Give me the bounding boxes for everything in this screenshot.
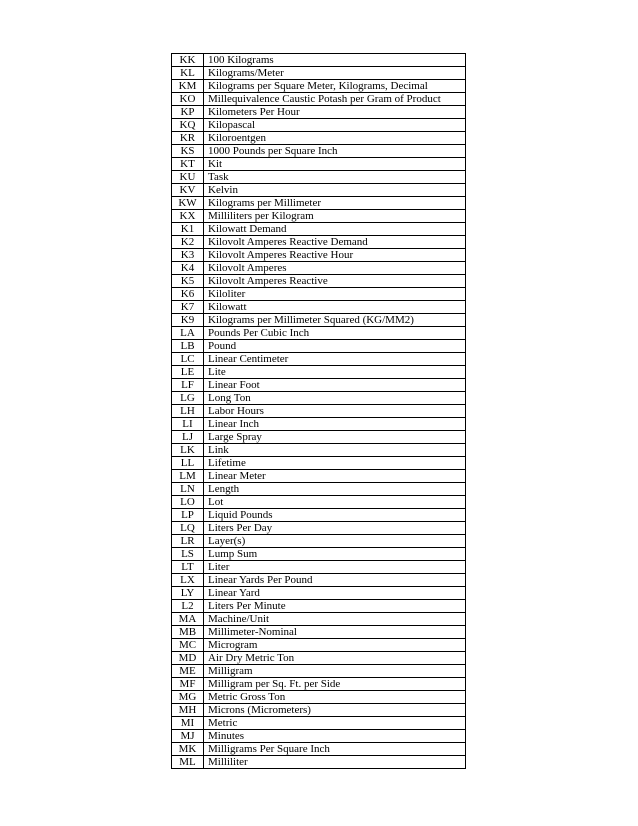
unit-description-cell: Lump Sum	[204, 548, 466, 561]
table-row	[172, 483, 466, 496]
unit-description-cell: Linear Centimeter	[204, 353, 466, 366]
unit-description-cell: Lifetime	[204, 457, 466, 470]
unit-code-cell: MG	[172, 691, 204, 704]
unit-description-cell: Lot	[204, 496, 466, 509]
unit-description-cell: Milligram	[204, 665, 466, 678]
table-row	[172, 145, 466, 158]
unit-description-cell: Liters Per Day	[204, 522, 466, 535]
unit-description-cell: Kelvin	[204, 184, 466, 197]
table-row	[172, 522, 466, 535]
table-row	[172, 340, 466, 353]
unit-code-cell: KK	[172, 54, 204, 67]
unit-description-cell: Kilopascal	[204, 119, 466, 132]
unit-code-cell: KL	[172, 67, 204, 80]
unit-code-cell: L2	[172, 600, 204, 613]
table-row	[172, 353, 466, 366]
unit-code-cell: KS	[172, 145, 204, 158]
table-row	[172, 665, 466, 678]
table-row	[172, 210, 466, 223]
unit-code-cell: KR	[172, 132, 204, 145]
table-row	[172, 691, 466, 704]
unit-description-cell: Kilograms per Millimeter Squared (KG/MM2)	[204, 314, 466, 327]
unit-code-cell: K9	[172, 314, 204, 327]
unit-code-cell: KO	[172, 93, 204, 106]
unit-code-cell: KT	[172, 158, 204, 171]
unit-description-cell: Length	[204, 483, 466, 496]
unit-code-cell: ML	[172, 756, 204, 769]
table-row	[172, 470, 466, 483]
table-row	[172, 379, 466, 392]
table-row	[172, 418, 466, 431]
unit-description-cell: Liquid Pounds	[204, 509, 466, 522]
unit-description-cell: Kilovolt Amperes Reactive Hour	[204, 249, 466, 262]
unit-description-cell: Microgram	[204, 639, 466, 652]
table-row	[172, 574, 466, 587]
table-row	[172, 262, 466, 275]
unit-description-cell: Labor Hours	[204, 405, 466, 418]
unit-description-cell: Linear Yards Per Pound	[204, 574, 466, 587]
unit-code-cell: MA	[172, 613, 204, 626]
table-row	[172, 184, 466, 197]
unit-code-cell: K7	[172, 301, 204, 314]
unit-description-cell: Minutes	[204, 730, 466, 743]
table-row	[172, 457, 466, 470]
unit-description-cell: Milligram per Sq. Ft. per Side	[204, 678, 466, 691]
unit-code-cell: KV	[172, 184, 204, 197]
unit-code-cell: LT	[172, 561, 204, 574]
unit-code-cell: KQ	[172, 119, 204, 132]
table-row	[172, 171, 466, 184]
unit-code-cell: K5	[172, 275, 204, 288]
unit-description-cell: Millequivalence Caustic Potash per Gram of Product	[204, 93, 466, 106]
unit-code-cell: LS	[172, 548, 204, 561]
unit-code-cell: MC	[172, 639, 204, 652]
table-row	[172, 301, 466, 314]
unit-description-cell: Task	[204, 171, 466, 184]
table-row	[172, 249, 466, 262]
unit-code-cell: LM	[172, 470, 204, 483]
table-row	[172, 587, 466, 600]
unit-description-cell: Link	[204, 444, 466, 457]
unit-description-cell: Linear Inch	[204, 418, 466, 431]
unit-description-cell: Microns (Micrometers)	[204, 704, 466, 717]
table-row	[172, 314, 466, 327]
unit-code-cell: LJ	[172, 431, 204, 444]
unit-code-cell: LQ	[172, 522, 204, 535]
unit-code-cell: MH	[172, 704, 204, 717]
unit-description-cell: Liters Per Minute	[204, 600, 466, 613]
unit-code-cell: LF	[172, 379, 204, 392]
unit-code-cell: LK	[172, 444, 204, 457]
unit-code-cell: K6	[172, 288, 204, 301]
unit-description-cell: Kilovolt Amperes Reactive	[204, 275, 466, 288]
table-row	[172, 548, 466, 561]
unit-description-cell: Pounds Per Cubic Inch	[204, 327, 466, 340]
unit-code-cell: K1	[172, 223, 204, 236]
unit-code-cell: LY	[172, 587, 204, 600]
unit-code-cell: LA	[172, 327, 204, 340]
unit-code-cell: LP	[172, 509, 204, 522]
table-row	[172, 119, 466, 132]
table-row	[172, 80, 466, 93]
table-row	[172, 158, 466, 171]
unit-description-cell: Kilograms/Meter	[204, 67, 466, 80]
unit-description-cell: Large Spray	[204, 431, 466, 444]
table-row	[172, 756, 466, 769]
table-row	[172, 288, 466, 301]
table-row	[172, 93, 466, 106]
table-row	[172, 509, 466, 522]
unit-description-cell: Layer(s)	[204, 535, 466, 548]
unit-code-cell: LI	[172, 418, 204, 431]
unit-description-cell: Kit	[204, 158, 466, 171]
table-row	[172, 444, 466, 457]
unit-code-cell: K3	[172, 249, 204, 262]
unit-description-cell: 100 Kilograms	[204, 54, 466, 67]
unit-description-cell: Kilometers Per Hour	[204, 106, 466, 119]
unit-code-cell: MD	[172, 652, 204, 665]
unit-description-cell: Kiloliter	[204, 288, 466, 301]
unit-description-cell: Kilovolt Amperes	[204, 262, 466, 275]
unit-description-cell: Milliliters per Kilogram	[204, 210, 466, 223]
unit-code-cell: K2	[172, 236, 204, 249]
unit-description-cell: Milligrams Per Square Inch	[204, 743, 466, 756]
table-row	[172, 366, 466, 379]
table-row	[172, 236, 466, 249]
table-row	[172, 639, 466, 652]
unit-description-cell: Millimeter-Nominal	[204, 626, 466, 639]
table-row	[172, 327, 466, 340]
table-row	[172, 613, 466, 626]
unit-description-cell: Long Ton	[204, 392, 466, 405]
unit-code-cell: MK	[172, 743, 204, 756]
unit-code-cell: MB	[172, 626, 204, 639]
unit-description-cell: Liter	[204, 561, 466, 574]
unit-description-cell: Linear Yard	[204, 587, 466, 600]
table-row	[172, 275, 466, 288]
unit-description-cell: Kilograms per Millimeter	[204, 197, 466, 210]
unit-code-cell: LR	[172, 535, 204, 548]
unit-code-cell: KW	[172, 197, 204, 210]
unit-description-cell: Kilowatt	[204, 301, 466, 314]
table-row	[172, 54, 466, 67]
unit-code-cell: MF	[172, 678, 204, 691]
table-row	[172, 132, 466, 145]
unit-code-cell: LH	[172, 405, 204, 418]
unit-code-table-body	[172, 54, 466, 769]
unit-code-cell: KX	[172, 210, 204, 223]
unit-description-cell: Air Dry Metric Ton	[204, 652, 466, 665]
table-row	[172, 717, 466, 730]
unit-code-cell: KM	[172, 80, 204, 93]
unit-description-cell: Kilograms per Square Meter, Kilograms, Decimal	[204, 80, 466, 93]
unit-description-cell: Linear Meter	[204, 470, 466, 483]
unit-code-cell: LN	[172, 483, 204, 496]
unit-code-cell: KP	[172, 106, 204, 119]
unit-code-cell: LX	[172, 574, 204, 587]
table-row	[172, 67, 466, 80]
table-row	[172, 496, 466, 509]
table-row	[172, 600, 466, 613]
unit-description-cell: Machine/Unit	[204, 613, 466, 626]
unit-description-cell: Metric Gross Ton	[204, 691, 466, 704]
unit-code-cell: LO	[172, 496, 204, 509]
table-row	[172, 730, 466, 743]
unit-code-cell: KU	[172, 171, 204, 184]
table-row	[172, 561, 466, 574]
unit-description-cell: Milliliter	[204, 756, 466, 769]
table-row	[172, 405, 466, 418]
table-row	[172, 106, 466, 119]
table-row	[172, 626, 466, 639]
unit-code-cell: ME	[172, 665, 204, 678]
table-row	[172, 678, 466, 691]
unit-code-cell: LL	[172, 457, 204, 470]
unit-description-cell: Metric	[204, 717, 466, 730]
unit-code-cell: MI	[172, 717, 204, 730]
table-row	[172, 535, 466, 548]
unit-code-cell: K4	[172, 262, 204, 275]
unit-description-cell: Kilowatt Demand	[204, 223, 466, 236]
unit-code-cell: LE	[172, 366, 204, 379]
table-row	[172, 743, 466, 756]
table-row	[172, 223, 466, 236]
unit-description-cell: 1000 Pounds per Square Inch	[204, 145, 466, 158]
unit-description-cell: Pound	[204, 340, 466, 353]
unit-description-cell: Linear Foot	[204, 379, 466, 392]
table-row	[172, 704, 466, 717]
unit-code-table	[171, 53, 466, 769]
unit-description-cell: Kilovolt Amperes Reactive Demand	[204, 236, 466, 249]
table-row	[172, 392, 466, 405]
unit-code-cell: MJ	[172, 730, 204, 743]
unit-description-cell: Lite	[204, 366, 466, 379]
table-row	[172, 431, 466, 444]
table-row	[172, 652, 466, 665]
unit-code-cell: LC	[172, 353, 204, 366]
table-row	[172, 197, 466, 210]
unit-code-cell: LB	[172, 340, 204, 353]
unit-code-cell: LG	[172, 392, 204, 405]
unit-description-cell: Kiloroentgen	[204, 132, 466, 145]
